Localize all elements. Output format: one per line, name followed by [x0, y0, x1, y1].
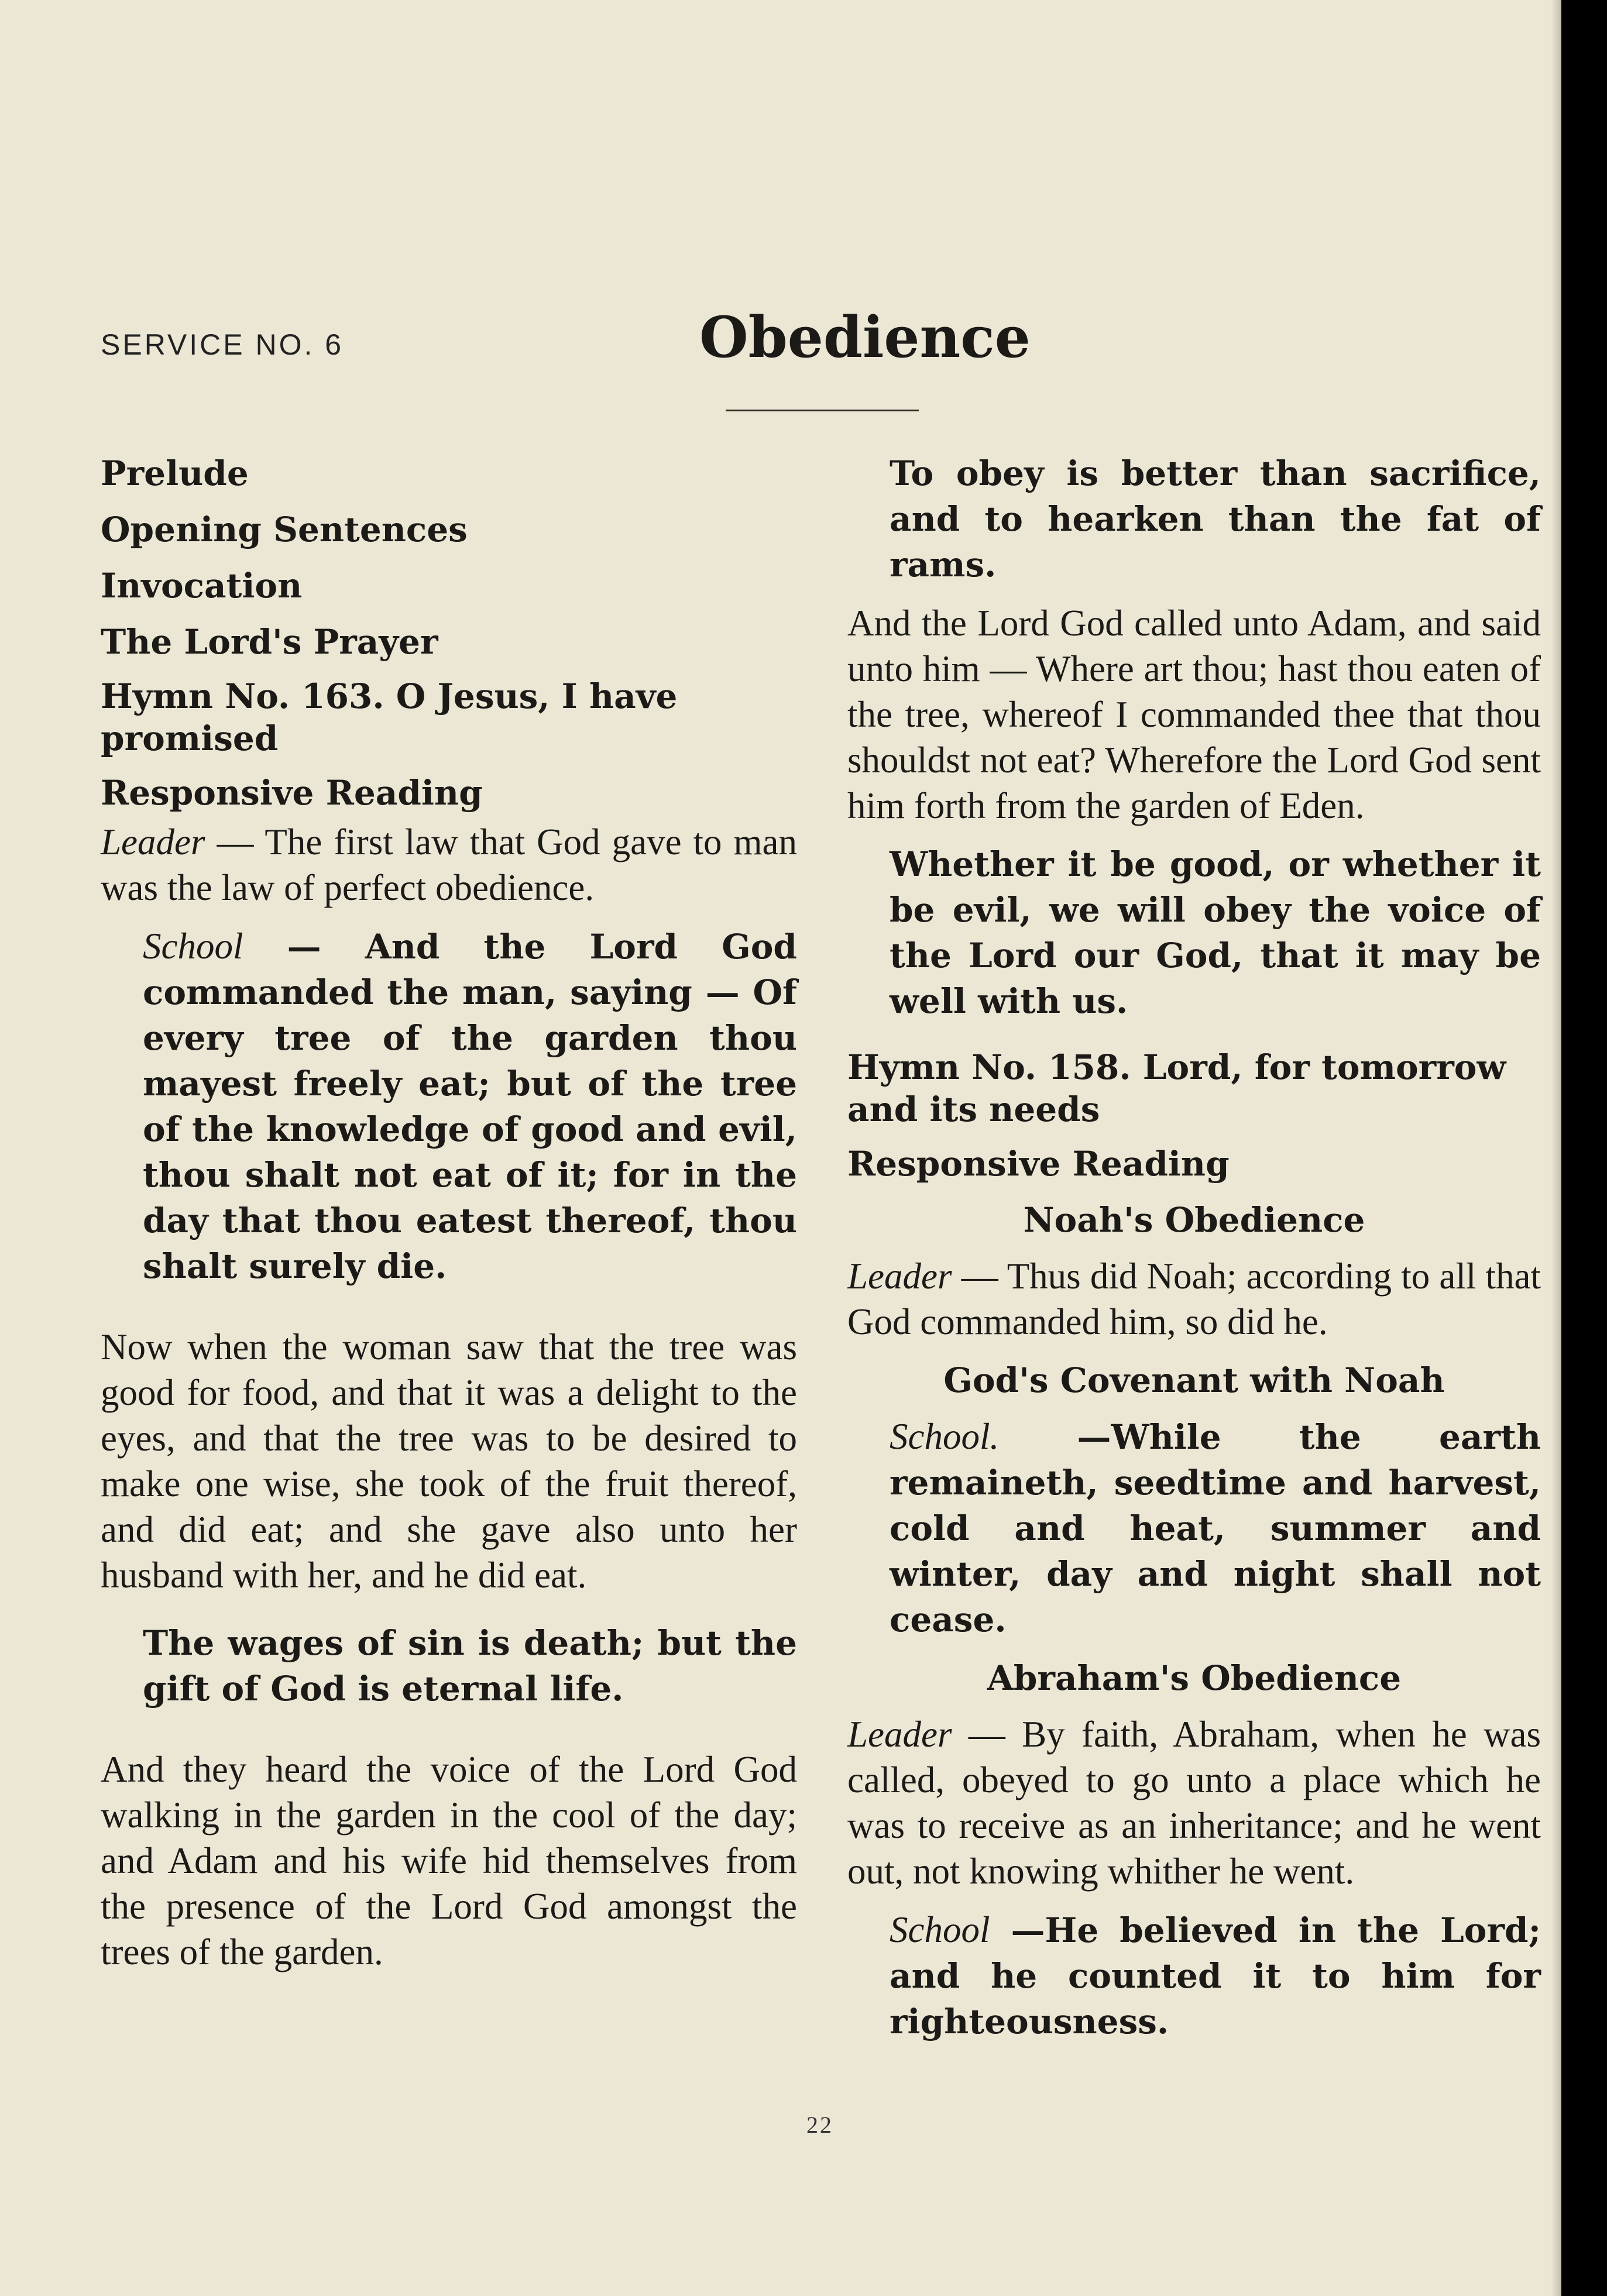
order-item-responsive-reading: Responsive Reading — [101, 773, 483, 813]
speaker-label: School — [143, 926, 243, 967]
reading-leader-noah — [847, 1253, 1541, 1345]
reading-school-3: To obey is better than sacrifice, and to hearken than the fat of rams. — [890, 453, 1541, 585]
section-heading-abraham: Abraham's Obedience — [987, 1658, 1402, 1698]
speaker-label: Leader — [101, 822, 205, 862]
section-heading-covenant: God's Covenant with Noah — [943, 1360, 1445, 1400]
order-item-invocation: Invocation — [101, 566, 303, 606]
reading-school-4: Whether it be good, or whether it be evil, we will obey the voice of the Lord our God, that it may be well with us. — [890, 844, 1541, 1021]
speaker-label: School. — [890, 1416, 1000, 1457]
speaker-label: Leader — [847, 1256, 952, 1297]
service-label: SERVICE NO. 6 — [101, 328, 344, 361]
right-column — [847, 451, 1541, 2044]
order-item-hymn-158: Hymn No. 158. Lord, for tomorrow and its needs — [847, 1047, 1506, 1129]
reading-text: — And the Lord God commanded the man, saying — Of every tree of the garden thou mayest freely eat; but of the tree of the knowledge of good and evil, thou shalt not eat of it; for in the day that thou eatest thereof, thou shalt surely die. — [143, 927, 797, 1286]
section-heading-noah: Noah's Obedience — [1023, 1200, 1365, 1240]
title-divider — [726, 410, 919, 411]
order-item-opening-sentences: Opening Sentences — [101, 510, 468, 549]
page-binding-edge — [1561, 0, 1607, 2296]
reading-text: — The first law that God gave to man was the law of perfect obedience. — [101, 822, 797, 908]
reading-text: —He believed in the Lord; and he counted it to him for righteousness. — [890, 1910, 1541, 2041]
left-column — [101, 451, 797, 1975]
reading-school-abraham — [847, 1907, 1541, 2044]
page-edge-shadow — [1551, 0, 1561, 2296]
reading-text: — By faith, Abraham, when he was called, obeyed to go unto a place which he was to receive as an inheritance; and he went out, not knowing whither he went. — [847, 1714, 1541, 1892]
order-item-responsive-reading-2: Responsive Reading — [847, 1144, 1230, 1184]
reading-school-2: The wages of sin is death; but the gift of God is eternal life. — [143, 1623, 797, 1709]
reading-leader-1 — [101, 819, 797, 910]
reading-leader-2: Now when the woman saw that the tree was good for food, and that it was a delight to the eyes, and that the tree was to be desired to make one wise, she took of the fruit thereof, and did eat; and she gave also unto her husband with her, and he did eat. — [101, 1326, 797, 1596]
reading-school-covenant — [847, 1414, 1541, 1642]
order-item-lords-prayer: The Lord's Prayer — [101, 622, 438, 662]
reading-leader-3: And they heard the voice of the Lord God walking in the garden in the cool of the day; and Adam and his wife hid themselves from the presence of the Lord God amongst the trees of the garden. — [101, 1749, 797, 1972]
reading-text: —While the earth remaineth, seedtime and harvest, cold and heat, summer and winter, day and night shall not cease. — [890, 1417, 1541, 1639]
page-title: Obedience — [699, 304, 1031, 370]
speaker-label: Leader — [847, 1714, 952, 1755]
reading-school-1 — [101, 923, 797, 1289]
order-item-prelude: Prelude — [101, 453, 249, 493]
speaker-label: School — [890, 1909, 990, 1950]
order-item-hymn-163: Hymn No. 163. O Jesus, I have promised — [101, 676, 678, 758]
reading-leader-abraham — [847, 1711, 1541, 1894]
reading-text: — Thus did Noah; according to all that God commanded him, so did he. — [847, 1256, 1541, 1342]
reading-leader-4: And the Lord God called unto Adam, and said unto him — Where art thou; hast thou eaten of the tree, whereof I commanded thee that thou shouldst not eat? Wherefore the Lord God sent him forth from the garden of Eden. — [847, 603, 1541, 826]
page-number: 22 — [806, 2112, 833, 2138]
